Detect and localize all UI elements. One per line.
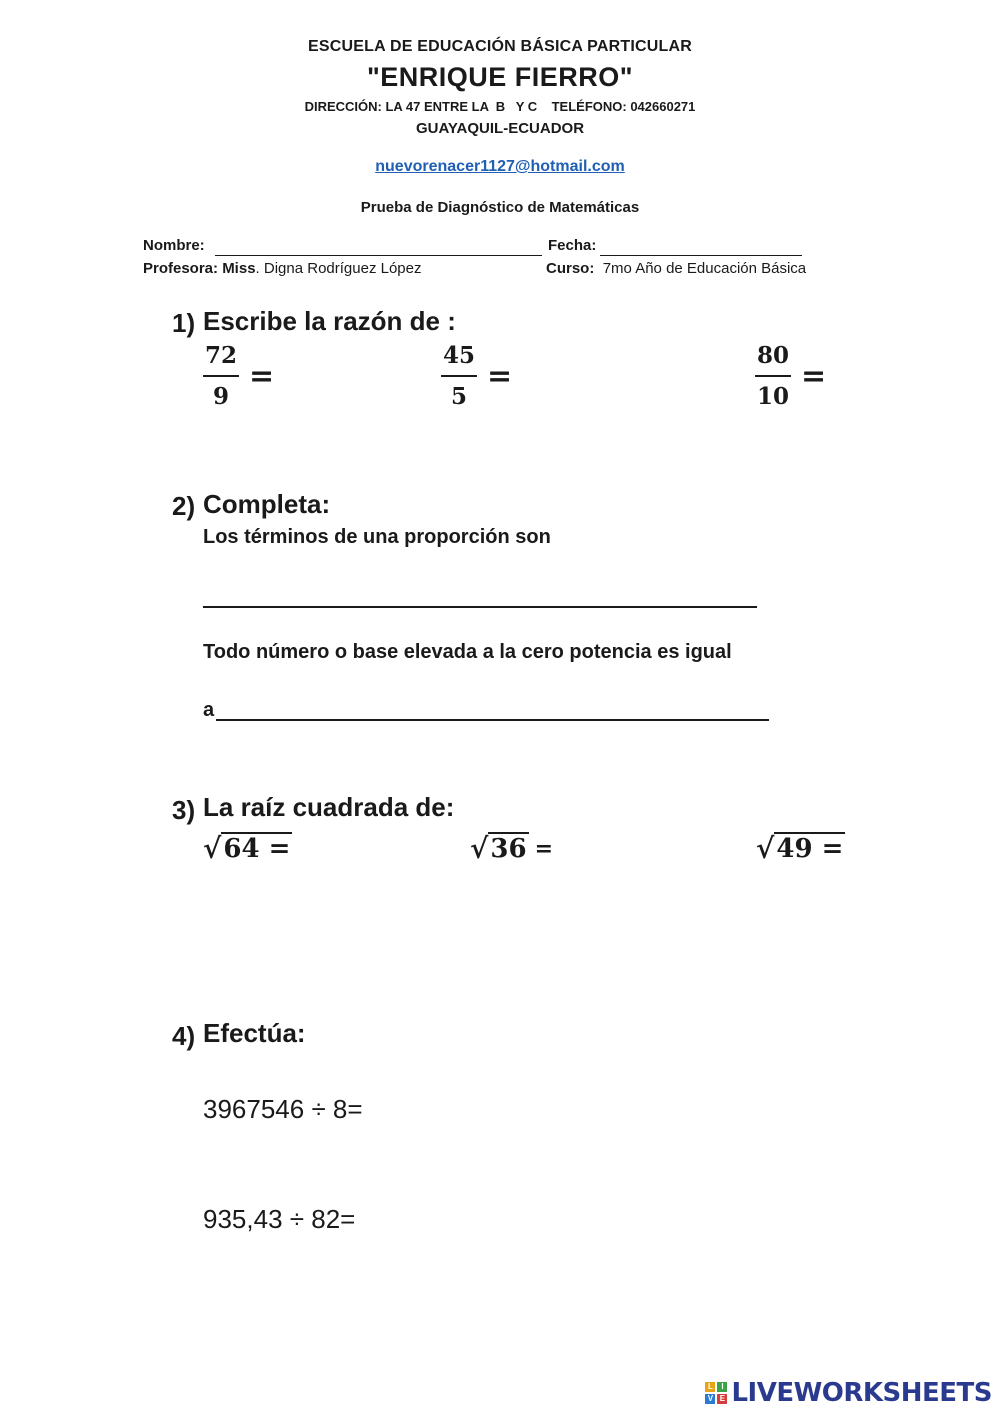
logo-text: LIVEWORKSHEETS bbox=[731, 1378, 992, 1408]
sqrt-1-radicand: 64 = bbox=[223, 834, 291, 864]
test-title: Prueba de Diagnóstico de Matemáticas bbox=[360, 199, 640, 216]
q2-answer-line-2[interactable] bbox=[216, 719, 769, 721]
q2-title: Completa: bbox=[203, 489, 331, 519]
sqrt-2-equals: = bbox=[534, 836, 554, 862]
sqrt-1-radical-icon: √ bbox=[203, 832, 222, 865]
school-name: "ENRIQUE FIERRO" bbox=[366, 62, 634, 92]
q4-title: Efectúa: bbox=[203, 1018, 306, 1048]
fraction-3-numerator: 80 bbox=[757, 342, 790, 369]
sqrt-2-radicand: 36 bbox=[490, 834, 527, 864]
nombre-label: Nombre: bbox=[143, 237, 205, 254]
q2-line3-prefix: a bbox=[203, 699, 215, 721]
sqrt-3 bbox=[756, 832, 845, 864]
profesora-label: Profesora: Miss bbox=[143, 260, 256, 277]
fraction-3-bar bbox=[755, 375, 791, 377]
nombre-field[interactable] bbox=[215, 255, 542, 256]
fraction-1-equals: = bbox=[249, 359, 275, 394]
sqrt-2-radical-icon: √ bbox=[470, 832, 489, 865]
logo-letter-e: E bbox=[717, 1394, 727, 1404]
fecha-row bbox=[548, 237, 596, 254]
profesora-value: . Digna Rodríguez López bbox=[255, 260, 422, 277]
curso-label: Curso: bbox=[546, 260, 595, 277]
email-link[interactable]: nuevorenacer1127@hotmail.com bbox=[375, 158, 625, 175]
fraction-3-denominator: 10 bbox=[757, 383, 790, 410]
fraction-3-equals: = bbox=[801, 359, 827, 394]
q2-line2: Todo número o base elevada a la cero potencia es igual bbox=[203, 641, 732, 663]
fecha-label: Fecha: bbox=[548, 237, 597, 254]
sqrt-3-radical-icon: √ bbox=[756, 832, 775, 865]
fraction-3 bbox=[755, 343, 826, 410]
q2-answer-line-1[interactable] bbox=[203, 606, 757, 608]
fraction-2-denominator: 5 bbox=[451, 383, 468, 410]
q3-title: La raíz cuadrada de: bbox=[203, 792, 455, 822]
curso-row bbox=[546, 260, 806, 277]
q4-number: 4) bbox=[172, 1021, 196, 1051]
q2-number: 2) bbox=[172, 491, 196, 521]
logo-letter-l: L bbox=[705, 1382, 715, 1392]
fraction-2 bbox=[441, 343, 512, 410]
q1-title: Escribe la razón de : bbox=[203, 306, 456, 336]
profesora-row bbox=[143, 260, 421, 277]
fecha-field[interactable] bbox=[600, 255, 802, 256]
q4-operation-2: 935,43 ÷ 82= bbox=[203, 1204, 356, 1234]
curso-value: 7mo Año de Educación Básica bbox=[602, 260, 807, 277]
q4-operation-1: 3967546 ÷ 8= bbox=[203, 1094, 363, 1124]
sqrt-1 bbox=[203, 832, 292, 864]
q2-line1: Los términos de una proporción son bbox=[203, 526, 551, 548]
fraction-2-equals: = bbox=[487, 359, 513, 394]
logo-letter-v: V bbox=[705, 1394, 715, 1404]
fraction-1 bbox=[203, 343, 274, 410]
nombre-row bbox=[143, 237, 205, 254]
school-address: DIRECCIÓN: LA 47 ENTRE LA B Y C TELÉFONO: 042660271 bbox=[304, 99, 696, 114]
liveworksheets-logo bbox=[705, 1378, 992, 1408]
email-line bbox=[0, 158, 1000, 176]
logo-letter-i: I bbox=[717, 1382, 727, 1392]
sqrt-2 bbox=[470, 832, 553, 864]
sqrt-3-radicand: 49 = bbox=[776, 834, 844, 864]
logo-mark-icon bbox=[705, 1382, 727, 1404]
fraction-1-bar bbox=[203, 375, 239, 377]
fraction-2-numerator: 45 bbox=[443, 342, 476, 369]
fraction-2-bar bbox=[441, 375, 477, 377]
fraction-1-numerator: 72 bbox=[205, 342, 238, 369]
fraction-1-denominator: 9 bbox=[213, 383, 230, 410]
school-heading: ESCUELA DE EDUCACIÓN BÁSICA PARTICULAR bbox=[308, 38, 692, 55]
q3-number: 3) bbox=[172, 795, 196, 825]
school-city: GUAYAQUIL-ECUADOR bbox=[415, 120, 585, 137]
q1-number: 1) bbox=[172, 308, 196, 338]
